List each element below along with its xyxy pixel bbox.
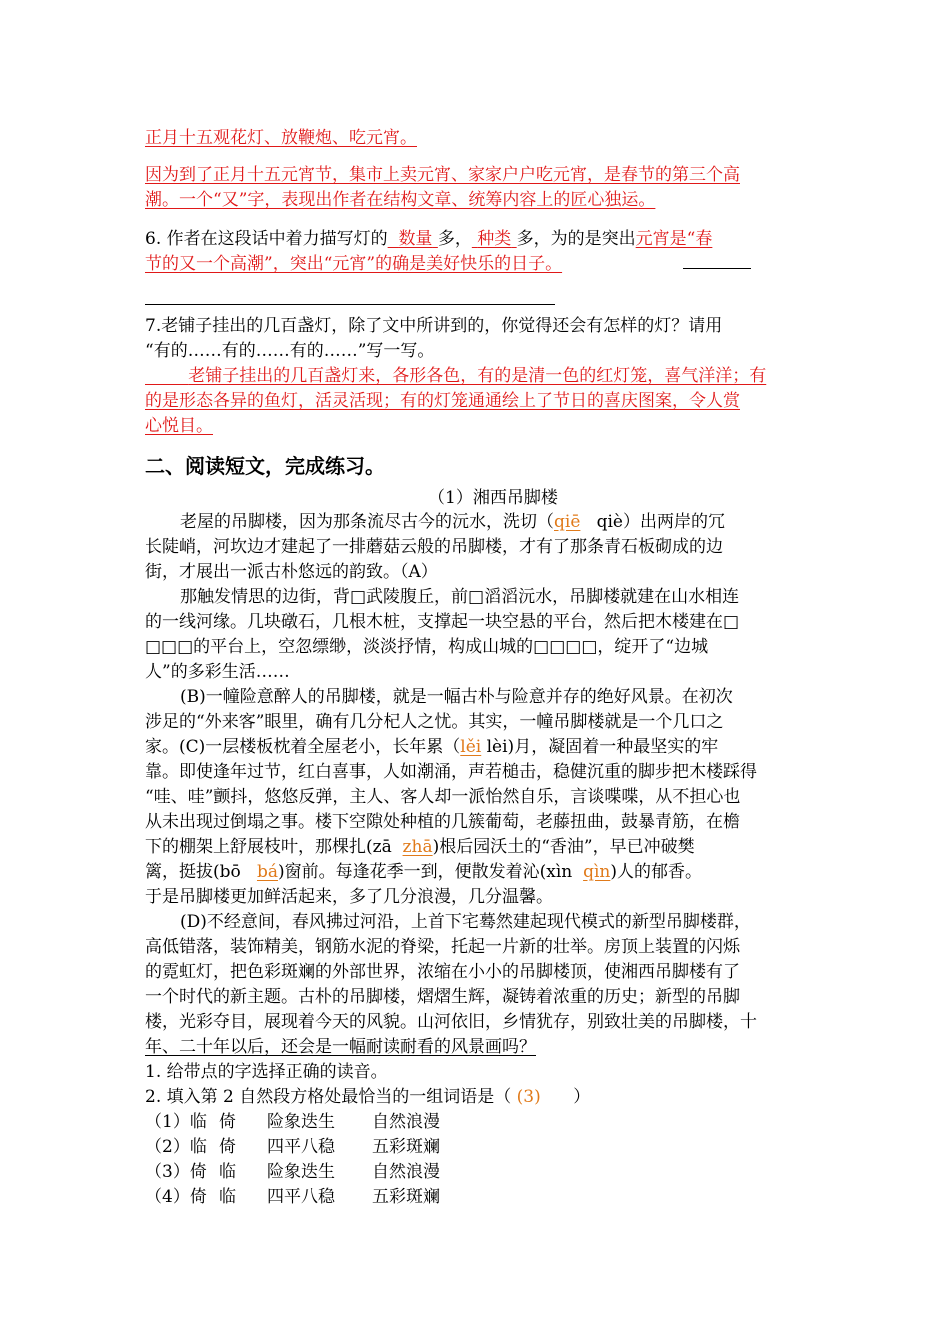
- answer-4: 正月十五观花灯、放鞭炮、吃元宵。: [145, 128, 417, 148]
- paragraph-3-line-7: [145, 837, 695, 857]
- option-word: 临: [219, 1162, 236, 1182]
- paragraph-text: 下的棚架上舒展枝叶，那棵扎(zā: [145, 837, 392, 857]
- option-word: 倚: [219, 1112, 236, 1132]
- section-heading: 二、阅读短文，完成练习。: [145, 454, 385, 478]
- question-7-line-1: 7.老铺子挂出的几百盏灯，除了文中所讲到的，你觉得还会有怎样的灯？请用: [145, 316, 723, 336]
- option-word: 自然浪漫: [372, 1112, 440, 1132]
- question-6-line-1: [145, 229, 712, 249]
- article-title: （1）湘西吊脚楼: [428, 488, 558, 508]
- paragraph-3-line-4: 靠。即使逢年过节，红白喜事，人如潮涌，声若槌击，稳健沉重的脚步把木楼踩得: [145, 762, 757, 782]
- answer-6-purpose-1: 元宵是“春: [635, 229, 713, 249]
- option-row: [145, 1162, 440, 1182]
- answer-6-quantity: 数量: [398, 229, 433, 249]
- option-row: [145, 1187, 440, 1207]
- paragraph-2-line-2: 的一线河缘。几块礅石，几根木桩，支撑起一块空悬的平台，然后把木楼建在□: [145, 612, 740, 632]
- option-word: 四平八稳: [267, 1187, 335, 1207]
- exercise-question-2: [145, 1087, 590, 1107]
- paragraph-text: qiè）出两岸的冗: [596, 512, 725, 532]
- pronunciation-answer: bá: [256, 862, 278, 882]
- paragraph-2-line-4: 人”的多彩生活……: [145, 662, 290, 682]
- paragraph-3-line-9: 于是吊脚楼更加鲜活起来，多了几分浪漫，几分温馨。: [145, 887, 553, 907]
- paragraph-text: )窗前。每逢花季一到，便散发着沁(xìn: [278, 862, 573, 882]
- question-6-text: 6. 作者在这段话中着力描写灯的: [145, 229, 388, 249]
- pronunciation-answer: qìn: [583, 862, 611, 882]
- question-text: 2. 填入第 2 自然段方格处最恰当的一组词语是（: [145, 1087, 512, 1107]
- option-label: （1）临: [145, 1112, 207, 1132]
- paragraph-3-line-8: [145, 862, 702, 882]
- option-label: （2）临: [145, 1137, 207, 1157]
- paragraph-4-line-6: 年、二十年以后，还会是一幅耐读耐看的风景画吗？: [145, 1037, 536, 1057]
- pronunciation-answer: zhā: [402, 837, 433, 857]
- paragraph-3-line-1: (B)一幢险意醉人的吊脚楼，就是一幅古朴与险意并存的绝好风景。在初次: [180, 687, 733, 707]
- question-6-blank-2: [472, 229, 517, 249]
- pronunciation-answer: lěi: [460, 737, 482, 757]
- paragraph-1-line-2: 长陡峭，河坎边才建起了一排蘑菇云般的吊脚楼，才有了那条青石板砌成的边: [145, 537, 723, 557]
- option-word: 四平八稳: [267, 1137, 335, 1157]
- paragraph-4-line-3: 的霓虹灯，把色彩斑斓的外部世界，浓缩在小小的吊脚楼顶，使湘西吊脚楼有了: [145, 962, 740, 982]
- option-word: 五彩斑斓: [372, 1187, 440, 1207]
- question-6-blank-1: [388, 229, 438, 249]
- paragraph-4-line-2: 高低错落，装饰精美，钢筋水泥的脊梁，托起一片新的壮举。房顶上装置的闪烁: [145, 937, 740, 957]
- option-word: 险象迭生: [267, 1162, 335, 1182]
- option-word: 倚: [219, 1137, 236, 1157]
- answer-7-line-2: 的是形态各异的鱼灯，活灵活现；有的灯笼通通绘上了节日的喜庆图案，令人赏: [145, 391, 740, 411]
- paragraph-text: 篱，挺拔(bō: [145, 862, 241, 882]
- option-label: （3）倚: [145, 1162, 207, 1182]
- paragraph-2-line-3: □□□的平台上，空忽缥缈，淡淡抒情，构成山城的□□□□，绽开了“边城: [145, 637, 709, 657]
- answer-blank-line: [683, 268, 751, 269]
- answer-choice: (3): [516, 1087, 541, 1107]
- paragraph-4-line-1: (D)不经意间，春风拂过河沿，上首下宅蓦然建起现代模式的新型吊脚楼群，: [180, 912, 751, 932]
- paragraph-3-line-2: 涉足的“外来客”眼里，确有几分杞人之忧。其实，一幢吊脚楼就是一个几口之: [145, 712, 724, 732]
- option-row: [145, 1137, 440, 1157]
- option-word: 五彩斑斓: [372, 1137, 440, 1157]
- paragraph-1-line-3: 街，才展出一派古朴悠远的韵致。（A）: [145, 562, 438, 582]
- paragraph-text: 老屋的吊脚楼，因为那条流尽古今的沅水，洗切（: [180, 512, 554, 532]
- answer-7-line-3: 心悦目。: [145, 416, 213, 436]
- paragraph-text: )根后园沃土的“香油”，早已冲破樊: [432, 837, 695, 857]
- option-word: 险象迭生: [267, 1112, 335, 1132]
- answer-7-line-1: [145, 366, 766, 386]
- question-6-text-3: 多，为的是突出: [516, 229, 636, 249]
- question-7-line-2: “有的……有的……有的……”写一写。: [145, 341, 435, 361]
- paragraph-text: lèi)月，凝固着一种最坚实的牢: [486, 737, 719, 757]
- answer-7-text: 老铺子挂出的几百盏灯来，各形各色，有的是清一色的红灯笼，喜气洋洋；有: [188, 366, 767, 386]
- option-word: 自然浪漫: [372, 1162, 440, 1182]
- paragraph-text: 家。(C)一层楼板枕着全屋老小，长年累（: [145, 737, 461, 757]
- paragraph-text: )人的郁香。: [610, 862, 702, 882]
- paragraph-2-line-1: 那触发情思的边街，背□武陵腹丘，前□滔滔沅水，吊脚楼就建在山水相连: [180, 587, 740, 607]
- paragraph-1-line-1: [180, 512, 725, 532]
- option-label: （4）倚: [145, 1187, 207, 1207]
- question-6-text-2: 多，: [437, 229, 472, 249]
- exercise-question-1: 1. 给带点的字选择正确的读音。: [145, 1062, 388, 1082]
- paragraph-4-line-4: 一个时代的新主题。古朴的吊脚楼，熠熠生辉，凝铸着浓重的历史；新型的吊脚: [145, 987, 740, 1007]
- answer-5-line-1: 因为到了正月十五元宵节，集市上卖元宵、家家户户吃元宵，是春节的第三个高: [145, 165, 740, 185]
- paragraph-4-line-5: 楼，光彩夺目，展现着今天的风貌。山河依旧，乡情犹存，别致壮美的吊脚楼，十: [145, 1012, 757, 1032]
- option-row: [145, 1112, 440, 1132]
- option-word: 临: [219, 1187, 236, 1207]
- pronunciation-answer: qiē: [554, 512, 581, 532]
- paragraph-3-line-6: 从未出现过倒塌之事。楼下空隙处种植的几簇葡萄，老藤扭曲，鼓暴青筋，在檐: [145, 812, 740, 832]
- answer-6-variety: 种类: [477, 229, 512, 249]
- paragraph-3-line-3: [145, 737, 718, 757]
- paragraph-3-line-5: “哇、哇”颤抖，悠悠反弹，主人、客人却一派怡然自乐，言谈喋喋，从不担心也: [145, 787, 741, 807]
- question-text: ）: [573, 1087, 591, 1107]
- answer-blank-line: [145, 304, 555, 305]
- answer-5-line-2: 潮。一个“又”字，表现出作者在结构文章、统筹内容上的匠心独运。: [145, 190, 656, 210]
- answer-6-purpose-2: 节的又一个高潮”，突出“元宵”的确是美好快乐的日子。: [145, 254, 563, 274]
